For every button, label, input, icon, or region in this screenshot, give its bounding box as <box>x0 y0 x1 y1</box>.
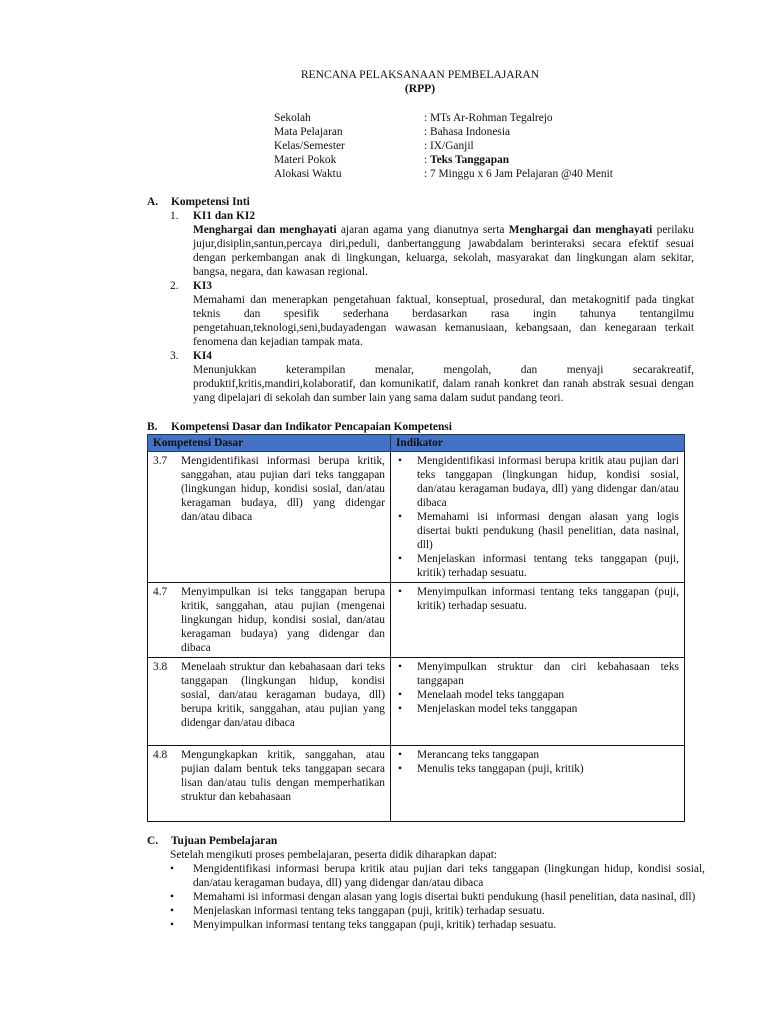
indicator-item <box>396 688 679 702</box>
ki-heading: KI1 dan KI2 <box>193 210 256 222</box>
ki1-ki2-paragraph <box>193 223 694 279</box>
ki-text: Memahami dan menerapkan pengetahuan faktual, konseptual, prosedural, dan metakognitif pada tingkat teknis dan spesifik sederhana berdasarkan rasa ingin tahunya tentangilmu pengetahuan,teknologi,seni,budayadengan wawasan kemanusiaan, kebangsaan, dan kenegaraan terkait fenomena dan kejadian tampak mata. <box>193 294 694 348</box>
table-row <box>148 583 685 658</box>
section-letter: B. <box>147 421 158 433</box>
objective-text: Menyimpulkan informasi tentang teks tanggapan (puji, kritik) terhadap sesuatu. <box>193 919 557 931</box>
document-title: RENCANA PELAKSANAAN PEMBELAJARAN <box>300 68 540 81</box>
info-label: Kelas/Semester <box>274 140 345 152</box>
bullet-icon: • <box>398 511 402 523</box>
info-label: Alokasi Waktu <box>274 168 342 180</box>
kd-indicator-table <box>147 434 685 822</box>
bullet-icon: • <box>170 863 174 875</box>
indicator-item <box>396 748 679 762</box>
kd-number: 4.8 <box>153 749 168 761</box>
ki4-paragraph <box>193 363 694 405</box>
indicator-item <box>396 585 679 613</box>
indicator-item <box>396 702 679 716</box>
ki-bold-phrase: Menghargai dan menghayati <box>193 224 337 236</box>
section-letter: A. <box>147 196 159 208</box>
objective-text: Mengidentifikasi informasi berupa kritik atau pujian dari teks tanggapan (lingkungan hidup, kondisi sosial, dan/atau keragaman budaya, dll) yang didengar dan/atau dibaca <box>193 863 705 889</box>
indicator-item <box>396 510 679 552</box>
kd-text: Menyimpulkan isi teks tanggapan berupa kritik, sanggahan, atau pujian (mengenai lingkungan hidup, kondisi sosial, dan/atau keragaman budaya) yang didengar dan dibaca <box>181 586 385 654</box>
indicator-text: Menyimpulkan struktur dan ciri kebahasaan teks tanggapan <box>417 661 679 687</box>
bullet-icon: • <box>398 455 402 467</box>
bullet-icon: • <box>398 749 402 761</box>
objective-item <box>170 890 705 904</box>
objectives-intro: Setelah mengikuti proses pembelajaran, peserta didik diharapkan dapat: <box>170 849 498 861</box>
indicator-item <box>396 454 679 510</box>
kd-text: Menelaah struktur dan kebahasaan dari teks tanggapan (lingkungan hidup, kondisi sosial, dan/atau keragaman budaya, dll) berupa kritik, sanggahan, atau pujian yang didengar dan/atau dibaca <box>181 661 385 729</box>
objective-item <box>170 904 705 918</box>
info-value: : MTs Ar-Rohman Tegalrejo <box>424 112 553 124</box>
indicator-cell <box>391 583 685 658</box>
table-row <box>148 452 685 583</box>
table-row <box>148 746 685 822</box>
indicator-cell <box>391 452 685 583</box>
info-label: Mata Pelajaran <box>274 126 343 138</box>
bullet-icon: • <box>170 919 174 931</box>
info-value-prefix: : <box>424 154 431 166</box>
ki-heading: KI4 <box>193 350 212 362</box>
bullet-icon: • <box>398 703 402 715</box>
ki-bold-phrase: Menghargai dan menghayati <box>508 224 653 236</box>
table-row <box>148 658 685 746</box>
bullet-icon: • <box>398 661 402 673</box>
bullet-icon: • <box>170 905 174 917</box>
info-value: : IX/Ganjil <box>424 140 474 152</box>
document-subtitle: (RPP) <box>404 82 436 95</box>
kd-cell <box>148 746 391 822</box>
objective-text: Memahami isi informasi dengan alasan yang logis disertai bukti pendukung (hasil penelitian, data nasinal, dll) <box>193 891 696 903</box>
info-label: Sekolah <box>274 112 311 124</box>
info-value-bold: Teks Tanggapan <box>430 154 510 166</box>
bullet-icon: • <box>398 763 402 775</box>
ki-number: 3. <box>170 350 179 362</box>
kd-text: Mengidentifikasi informasi berupa kritik, sanggahan, atau pujian dari teks tanggapan (lingkungan hidup, kondisi sosial, dan/atau keragaman budaya, dll) yang didengar dan/atau dibaca <box>181 455 385 523</box>
indicator-text: Menelaah model teks tanggapan <box>417 689 565 701</box>
indicator-text: Mengidentifikasi informasi berupa kritik atau pujian dari teks tanggapan (lingkungan hidup, kondisi sosial, dan/atau keragaman budaya, dll) yang didengar dan/atau dibaca <box>417 455 679 509</box>
kd-cell <box>148 452 391 583</box>
bullet-icon: • <box>398 689 402 701</box>
section-title: Tujuan Pembelajaran <box>171 835 278 847</box>
kd-number: 3.7 <box>153 455 168 467</box>
objective-item <box>170 918 705 932</box>
indicator-item <box>396 660 679 688</box>
ki3-paragraph <box>193 293 694 349</box>
indicator-text: Menjelaskan informasi tentang teks tanggapan (puji, kritik) terhadap sesuatu. <box>417 553 679 579</box>
indicator-text: Memahami isi informasi dengan alasan yang logis disertai bukti pendukung (hasil penelitian, data nasinal, dll) <box>417 511 679 551</box>
ki-text: ajaran agama yang dianutnya serta <box>336 224 509 236</box>
ki-text: perilaku jujur,disiplin,santun,percaya diri,peduli, danbertanggung jawabdalam berinteraksi secara efektif sesuai dengan perkembangan anak di lingkungan, keluarga, sekolah, masyarakat dan lingkungan alam sekitar, bangsa, negara, dan kawasan regional. <box>193 224 694 278</box>
indicator-cell <box>391 746 685 822</box>
column-header-kd: Kompetensi Dasar <box>148 435 391 452</box>
kd-text: Mengungkapkan kritik, sanggahan, atau pujian dalam bentuk teks tanggapan secara lisan dan/atau tulis dengan memperhatikan struktur dan kebahasaan <box>181 749 385 803</box>
kd-number: 3.8 <box>153 661 168 673</box>
section-title: Kompetensi Inti <box>171 196 250 208</box>
indicator-text: Menyimpulkan informasi tentang teks tanggapan (puji, kritik) terhadap sesuatu. <box>417 586 679 612</box>
indicator-cell <box>391 658 685 746</box>
ki-number: 1. <box>170 210 179 222</box>
ki-text: Menunjukkan keterampilan menalar, mengolah, dan menyaji secarakreatif, produktif,kritis,mandiri,kolaboratif, dan komunikatif, dalam ranah konkret dan ranah abstrak sesuai dengan yang dipelajari di sekolah dan sumber lain yang sama dalam sudut pandang teori. <box>193 364 694 404</box>
learning-objectives <box>170 848 705 932</box>
info-value: : 7 Minggu x 6 Jam Pelajaran @40 Menit <box>424 168 613 180</box>
indicator-item <box>396 552 679 580</box>
section-letter: C. <box>147 835 159 847</box>
indicator-text: Merancang teks tanggapan <box>417 749 540 761</box>
ki-number: 2. <box>170 280 179 292</box>
kd-cell <box>148 658 391 746</box>
info-value <box>424 153 509 167</box>
column-header-indikator: Indikator <box>391 435 685 452</box>
table-header-row <box>148 435 685 452</box>
ki-heading: KI3 <box>193 280 212 292</box>
kd-number: 4.7 <box>153 586 168 598</box>
indicator-text: Menjelaskan model teks tanggapan <box>417 703 578 715</box>
bullet-icon: • <box>398 553 402 565</box>
objective-text: Menjelaskan informasi tentang teks tanggapan (puji, kritik) terhadap sesuatu. <box>193 905 545 917</box>
info-value: : Bahasa Indonesia <box>424 126 511 138</box>
objective-item <box>170 862 705 890</box>
indicator-text: Menulis teks tanggapan (puji, kritik) <box>417 763 584 775</box>
bullet-icon: • <box>398 586 402 598</box>
bullet-icon: • <box>170 891 174 903</box>
indicator-item <box>396 762 679 776</box>
kd-cell <box>148 583 391 658</box>
info-label: Materi Pokok <box>274 154 337 166</box>
section-title: Kompetensi Dasar dan Indikator Pencapaian Kompetensi <box>171 421 452 433</box>
